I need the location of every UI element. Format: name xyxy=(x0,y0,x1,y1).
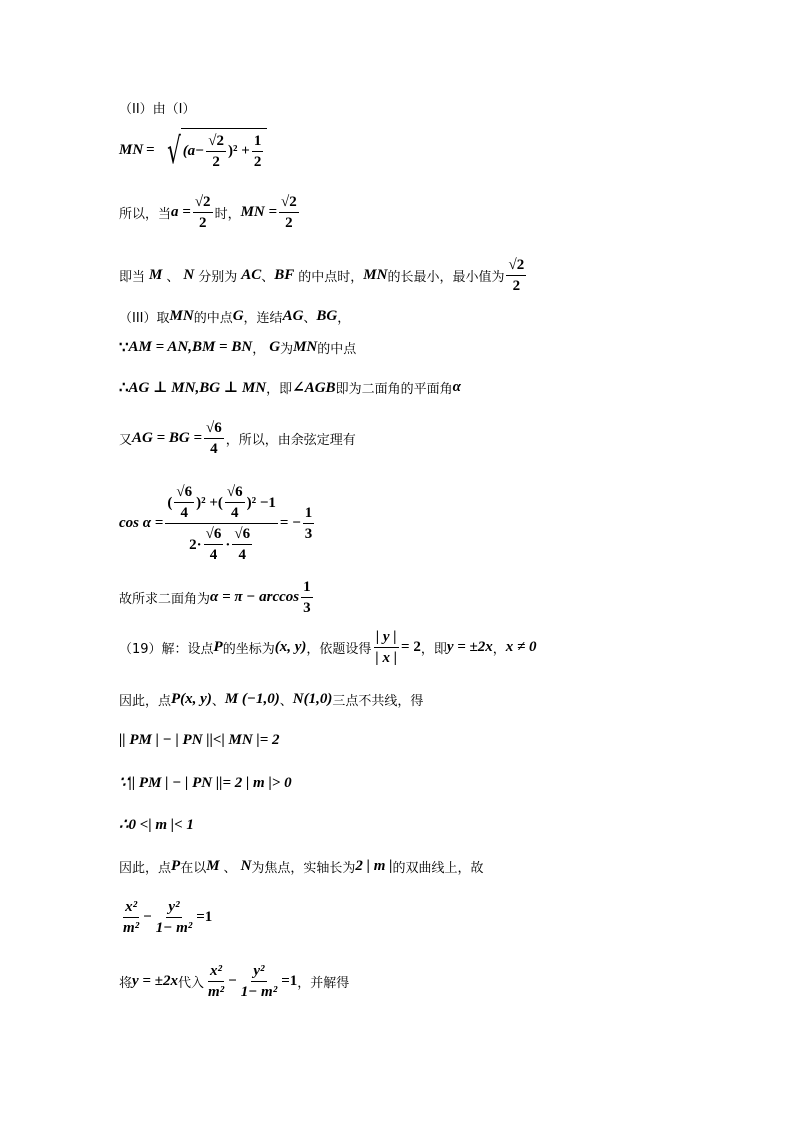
big-fraction xyxy=(165,482,278,565)
math: α = π − arccos xyxy=(210,589,300,605)
math: MN xyxy=(363,267,388,283)
numerator: ( $\frac{√6}{4}$ )² + ( $\frac{√6}{4}$ )² −1 xyxy=(165,482,278,524)
numerator: 1 xyxy=(301,577,313,598)
text: )² + xyxy=(196,494,218,511)
math: AG xyxy=(282,308,304,324)
denominator: | x | xyxy=(375,650,398,666)
denominator: 2 xyxy=(253,154,262,170)
math: a = xyxy=(171,204,191,220)
text: 即为二面角的平面角 xyxy=(335,382,453,397)
fraction xyxy=(506,255,526,296)
math: ∵|| PM | − | PN ||= 2 | m |> 0 xyxy=(119,775,292,791)
text: 时， xyxy=(214,207,241,222)
denominator: 2 xyxy=(512,278,521,294)
math: x ≠ 0 xyxy=(505,639,537,655)
fraction xyxy=(154,897,195,938)
part2-heading xyxy=(119,98,196,117)
denominator: 4 xyxy=(180,505,188,521)
text: 的双曲线上，故 xyxy=(392,861,484,876)
math: − xyxy=(143,909,152,925)
square-plus: )² + xyxy=(228,143,250,159)
math: ∴0 <| m |< 1 xyxy=(119,817,194,833)
math: y = ±2x xyxy=(132,973,178,989)
numerator: x² xyxy=(208,961,224,982)
text: （19）解：设点 xyxy=(119,642,214,657)
denominator: 1− m² xyxy=(155,920,193,936)
text: 三点不共线，得 xyxy=(332,694,424,709)
math: =1 xyxy=(281,973,298,989)
numerator: √2 xyxy=(206,131,226,152)
numerator: √6 xyxy=(204,524,224,545)
math: cos α = xyxy=(119,515,164,531)
denominator: 3 xyxy=(304,526,313,542)
math: N(1,0) xyxy=(292,691,333,707)
text: ， xyxy=(337,311,351,326)
math: MN = xyxy=(240,204,278,220)
therefore-symbol: ∴ xyxy=(119,380,129,396)
text: ， xyxy=(252,342,266,357)
denominator: m² xyxy=(123,920,140,936)
mn-formula xyxy=(119,128,267,172)
text: 的中点 xyxy=(317,342,357,357)
math: MN xyxy=(293,339,318,355)
text: 即当 xyxy=(119,270,146,285)
math: = 2 xyxy=(401,639,421,655)
denominator: 1− m² xyxy=(240,984,278,1000)
cos-formula xyxy=(119,482,316,565)
radical-sign: √ xyxy=(166,131,181,172)
math: (x, y) xyxy=(274,639,307,655)
numerator: y² xyxy=(251,961,266,982)
text: ，即 xyxy=(420,642,447,657)
denominator: 4 xyxy=(238,547,246,563)
math: MN xyxy=(169,308,194,324)
text: 的长最小，最小值为 xyxy=(387,270,505,285)
denominator: 4 xyxy=(210,441,218,457)
fraction xyxy=(252,131,264,172)
numerator: x² xyxy=(123,897,139,918)
min-line xyxy=(119,255,528,296)
fraction xyxy=(121,897,141,938)
math: α xyxy=(452,379,461,395)
math: =1 xyxy=(196,909,213,925)
fraction xyxy=(193,192,213,233)
because-m-line xyxy=(119,773,292,792)
text: )² −1 xyxy=(246,494,276,511)
numerator: √6 xyxy=(232,524,252,545)
text: 所以，当 xyxy=(119,207,172,222)
numerator: √2 xyxy=(506,255,526,276)
because-line xyxy=(119,338,356,357)
math: P xyxy=(213,639,223,655)
text: 代入 xyxy=(177,976,204,991)
when-line xyxy=(119,192,301,233)
equals: = xyxy=(146,141,155,158)
term-a: (a− xyxy=(182,143,205,159)
numerator: | y | xyxy=(374,627,399,648)
numerator: 1 xyxy=(252,131,264,152)
numerator: √2 xyxy=(193,192,213,213)
text: 因此，点 xyxy=(119,694,172,709)
part3-heading xyxy=(119,307,350,326)
inequality-line xyxy=(119,732,280,749)
sqrt-body xyxy=(181,128,268,172)
ag-bg-line xyxy=(119,418,356,459)
heading-text: （II）由（I） xyxy=(119,102,196,117)
math: y = ±2x xyxy=(446,639,493,655)
math: = − xyxy=(279,515,301,531)
math: M (−1,0) xyxy=(224,691,280,707)
text: （III）取 xyxy=(119,311,170,326)
math: BG xyxy=(316,308,338,324)
numerator: √6 xyxy=(225,482,245,503)
text: 在以 xyxy=(180,861,207,876)
fraction xyxy=(232,524,252,565)
math: || PM | − | PN ||<| MN |= 2 xyxy=(119,732,280,748)
text: 的坐标为 xyxy=(222,642,275,657)
text: 将 xyxy=(119,976,133,991)
text: 2· xyxy=(189,536,202,553)
math: AG ⊥ MN,BG ⊥ MN xyxy=(128,380,267,396)
text: ，所以，由余弦定理有 xyxy=(225,433,356,448)
therefore-line xyxy=(119,378,461,397)
fraction xyxy=(225,482,245,523)
math: N xyxy=(183,267,195,283)
math: 2 | m | xyxy=(355,858,393,874)
fraction xyxy=(239,961,280,1002)
substitute-line xyxy=(119,961,349,1002)
math: G xyxy=(269,339,281,355)
text: 、 xyxy=(303,311,317,326)
fraction xyxy=(279,192,299,233)
text: 又 xyxy=(119,433,133,448)
math: − xyxy=(228,973,237,989)
final-angle-line xyxy=(119,577,315,618)
text: 的中点 xyxy=(193,311,233,326)
var-mn: MN xyxy=(119,141,144,158)
math: BF xyxy=(274,267,295,283)
numerator: √6 xyxy=(204,418,224,439)
hyperbola-equation xyxy=(119,897,212,938)
text: 为 xyxy=(280,342,294,357)
text: ，即 xyxy=(266,382,293,397)
denominator: 4 xyxy=(230,505,239,521)
text: ，并解得 xyxy=(297,976,350,991)
fraction xyxy=(174,482,194,523)
fraction xyxy=(204,524,224,565)
therefore-m-line xyxy=(119,815,194,834)
text: · xyxy=(225,536,231,553)
fraction xyxy=(206,961,226,1002)
because-symbol: ∵ xyxy=(119,340,129,356)
fraction xyxy=(303,503,315,544)
math: M xyxy=(149,267,163,283)
denominator xyxy=(187,524,256,565)
text: ，依题设得 xyxy=(306,642,372,657)
numerator: √2 xyxy=(279,192,299,213)
text: 因此，点 xyxy=(119,861,172,876)
math: P xyxy=(171,858,181,874)
denominator: 2 xyxy=(212,154,220,170)
hyperbola-line: 因此，点 P 在以 M 、 N 为焦点，实轴长为 2 | m | 的双曲线上，故 xyxy=(119,858,484,876)
math: AC xyxy=(241,267,262,283)
math: G xyxy=(232,308,244,324)
text: 为焦点，实轴长为 xyxy=(251,861,356,876)
text: 的中点时， xyxy=(298,270,364,285)
noncollinear-line: 因此，点 P(x, y) 、 M (−1,0) 、 N(1,0) 三点不共线，得 xyxy=(119,691,424,709)
fraction xyxy=(301,577,313,618)
text: 、 xyxy=(166,270,180,285)
text: ，连结 xyxy=(243,311,283,326)
text: 故所求二面角为 xyxy=(119,592,211,607)
fraction xyxy=(206,131,226,172)
numerator: 1 xyxy=(303,503,315,524)
denominator: 2 xyxy=(285,215,293,231)
fraction xyxy=(373,627,399,668)
math: AG = BG = xyxy=(132,430,203,446)
math: ∠AGB xyxy=(292,380,336,396)
problem19-heading: （19）解：设点 P 的坐标为 (x, y) ，依题设得 $\frac{| y |}{| x |}$ = 2 ，即 y = ±2x ， x ≠ 0 xyxy=(119,629,537,666)
sqrt-expression xyxy=(158,128,268,172)
math: P(x, y) xyxy=(171,691,212,707)
text: 分别为 xyxy=(198,270,238,285)
numerator: y² xyxy=(166,897,181,918)
denominator: 4 xyxy=(209,547,218,563)
fraction xyxy=(204,418,224,459)
text: 、 xyxy=(261,270,275,285)
denominator: 3 xyxy=(303,600,311,616)
numerator: √6 xyxy=(174,482,194,503)
math: AM = AN,BM = BN xyxy=(128,339,253,355)
denominator: m² xyxy=(207,984,225,1000)
denominator: 2 xyxy=(198,215,207,231)
